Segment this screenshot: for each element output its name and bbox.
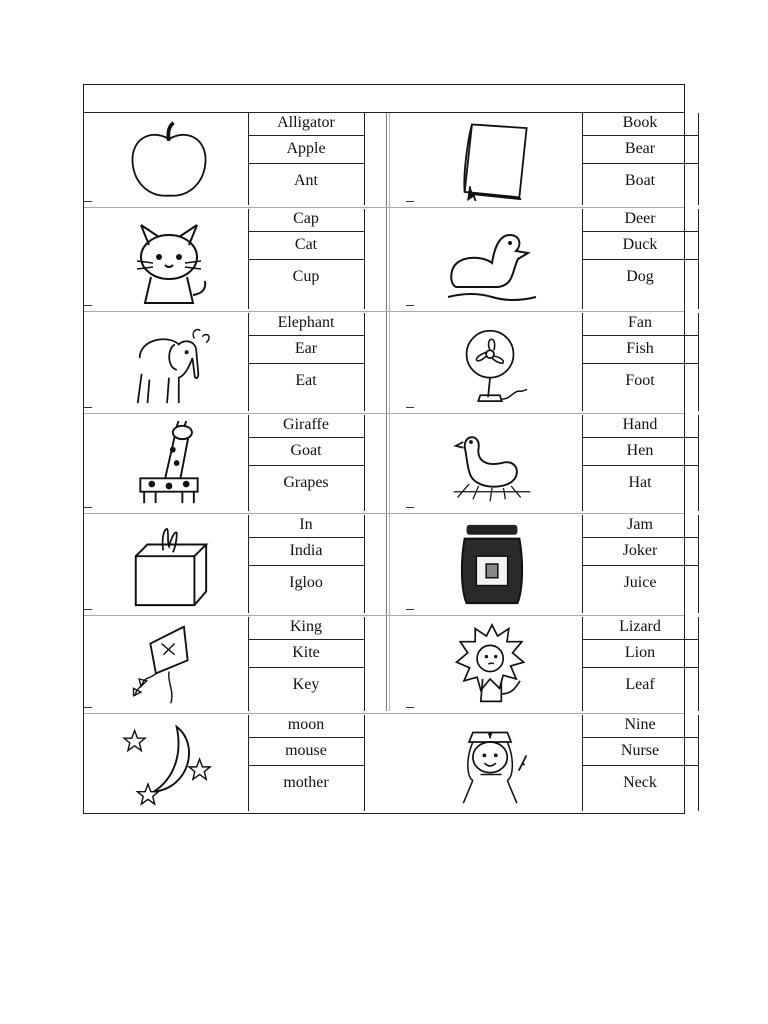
worksheet [83,84,685,814]
word-option[interactable]: Key [292,676,320,693]
word-option[interactable]: Alligator [277,114,335,131]
word-column-right-border [364,415,365,511]
word-choices [248,415,364,515]
word-choices [248,313,364,415]
word-separator [582,437,698,438]
word-separator [582,737,698,738]
row-divider [84,713,684,714]
word-option[interactable]: Boat [624,172,656,189]
word-choices [582,209,698,313]
word-option[interactable]: Cat [294,236,318,253]
word-separator [248,231,364,232]
word-column-right-border [364,313,365,411]
word-column-right-border [698,209,699,309]
word-option[interactable]: Cap [293,210,319,227]
word-separator [248,163,364,164]
word-separator [248,667,364,668]
cut-mark [406,609,414,610]
cut-mark [84,707,92,708]
word-option[interactable]: India [289,542,323,559]
book-icon [442,119,542,201]
elephant-icon [114,319,224,407]
word-option[interactable]: Igloo [289,574,323,591]
word-separator [582,259,698,260]
word-option[interactable]: mouse [285,742,327,759]
cut-mark [84,609,92,610]
word-option[interactable]: Book [622,114,658,131]
word-choices [248,515,364,617]
word-option[interactable]: Hen [626,442,654,459]
row-divider [84,513,684,514]
word-column-right-border [364,515,365,613]
word-option[interactable]: Cup [292,268,320,285]
word-choices [248,715,364,815]
word-option[interactable]: moon [287,716,325,733]
word-option[interactable]: Nine [624,716,656,733]
word-separator [582,765,698,766]
word-choices [582,617,698,715]
word-option[interactable]: mother [283,774,329,791]
word-separator [582,667,698,668]
word-option[interactable]: Goat [290,442,322,459]
word-separator [248,537,364,538]
word-option[interactable]: Duck [622,236,658,253]
word-separator [582,363,698,364]
word-choices [582,313,698,415]
word-option[interactable]: Joker [622,542,658,559]
word-choices [248,617,364,715]
word-option[interactable]: Lion [624,644,656,661]
word-option[interactable]: Hat [628,474,652,491]
word-column-right-border [698,313,699,411]
cut-mark [84,407,92,408]
word-column-right-border [698,515,699,613]
lion-icon [442,623,542,707]
word-separator [248,259,364,260]
word-choices [248,113,364,209]
word-option[interactable]: In [299,516,313,533]
word-option[interactable]: Giraffe [283,416,329,433]
word-separator [582,135,698,136]
duck-icon [442,215,542,305]
word-separator [582,639,698,640]
word-column-right-border [698,715,699,811]
row-divider [84,615,684,616]
word-choices [582,113,698,209]
word-separator [248,465,364,466]
fan-icon [442,319,542,407]
cut-mark [406,407,414,408]
jam-jar-icon [442,521,542,609]
row-divider [84,413,684,414]
nurse-icon [442,721,542,807]
word-choices [582,515,698,617]
word-option[interactable]: Apple [286,140,326,157]
word-option[interactable]: Eat [295,372,317,389]
apple-icon [114,119,224,201]
word-column-right-border [698,113,699,205]
worksheet-header [84,85,684,113]
giraffe-icon [114,421,224,507]
center-divider-shadow [389,113,390,711]
word-option[interactable]: Elephant [277,314,335,331]
word-separator [582,231,698,232]
word-choices [248,209,364,313]
word-separator [582,335,698,336]
hen-icon [442,421,542,507]
word-separator [248,565,364,566]
word-choices [582,415,698,515]
word-option[interactable]: Lizard [619,618,661,635]
word-option[interactable]: Foot [625,372,655,389]
row-divider [84,207,684,208]
word-option[interactable]: Jam [627,516,653,533]
word-separator [248,437,364,438]
word-separator [248,737,364,738]
kite-icon [114,623,224,707]
box-in-icon [114,521,224,609]
word-option[interactable]: Dog [626,268,654,285]
word-option[interactable]: Bear [624,140,656,157]
word-separator [582,537,698,538]
cut-mark [84,305,92,306]
word-option[interactable]: Nurse [620,742,660,759]
cut-mark [406,201,414,202]
moon-stars-icon [114,721,224,807]
word-option[interactable]: Kite [292,644,320,661]
word-option[interactable]: Fish [626,340,654,357]
word-option[interactable]: Grapes [283,474,329,491]
cut-mark [406,305,414,306]
word-separator [248,135,364,136]
word-column-right-border [698,617,699,711]
row-divider [84,311,684,312]
cut-mark [406,507,414,508]
word-column-right-border [698,415,699,511]
word-option[interactable]: Hand [622,416,658,433]
word-separator [582,465,698,466]
word-option[interactable]: Ant [294,172,318,189]
word-separator [582,565,698,566]
word-column-right-border [364,209,365,309]
word-option[interactable]: Deer [624,210,656,227]
cat-icon [114,215,224,305]
word-column-right-border [364,617,365,711]
word-separator [582,163,698,164]
word-separator [248,335,364,336]
word-choices [582,715,698,815]
center-divider [386,113,387,711]
cut-mark [84,201,92,202]
word-column-right-border [364,715,365,811]
word-option[interactable]: Neck [623,774,657,791]
cut-mark [406,707,414,708]
word-separator [248,765,364,766]
cut-mark [84,507,92,508]
word-column-right-border [364,113,365,205]
word-option[interactable]: Juice [623,574,657,591]
word-separator [248,363,364,364]
word-option[interactable]: Leaf [625,676,655,693]
word-option[interactable]: Ear [294,340,318,357]
word-option[interactable]: King [290,618,322,635]
word-separator [248,639,364,640]
word-option[interactable]: Fan [628,314,652,331]
